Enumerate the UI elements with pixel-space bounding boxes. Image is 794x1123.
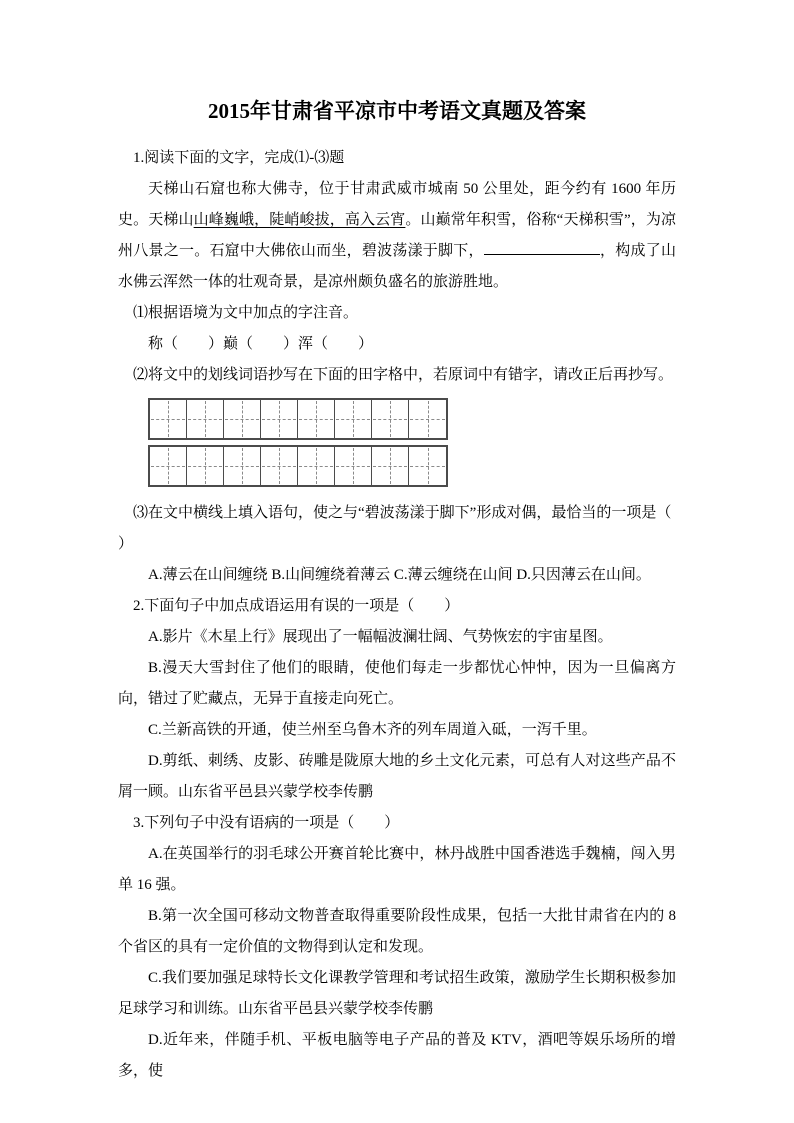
q3-option-a: A.在英国举行的羽毛球公开赛首轮比赛中，林丹战胜中国香港选手魏楠，闯入男单 16 强。 (118, 846, 676, 893)
fill-in-blank-line (484, 240, 600, 255)
q1-sub3-options: A.薄云在山间缠绕 B.山间缠绕着薄云 C.薄云缠绕在山间 D.只因薄云在山间。 (148, 567, 651, 583)
q3-option-d: D.近年来，伴随手机、平板电脑等电子产品的普及 KTV，酒吧等娱乐场所的增多，使 (118, 1032, 676, 1079)
tianzige-cell (187, 447, 224, 485)
tianzige-row-2 (148, 445, 448, 487)
page-title: 2015年甘肃省平凉市中考语文真题及答案 (208, 99, 586, 123)
tianzige-cell (372, 400, 409, 438)
passage-text-2: 。山巅常年积雪，俗称“天梯积雪”，为凉州八景之一。石窟中大佛依山而坐，碧波荡漾于脚下， (118, 212, 676, 259)
q1-sub3-stem: ⑶在文中横线上填入语句，使之与“碧波荡漾于脚下”形成对偶，最恰当的一项是（ (133, 505, 672, 521)
q2-option-b: B.漫天大雪封住了他们的眼睛，使他们每走一步都忧心忡忡，因为一旦偏离方向，错过了贮藏点，无异于直接走向死亡。 (118, 660, 676, 707)
tianzige-cell (298, 400, 335, 438)
passage-underlined-phrase: 山峰巍峨，陡峭峻拔，高入云宵 (193, 212, 406, 228)
tianzige-grid (148, 398, 676, 487)
q3-option-b: B.第一次全国可移动文物普查取得重要阶段性成果，包括一大批甘肃省在内的 8 个省区的具有一定价值的文物得到认定和发现。 (118, 908, 676, 955)
tianzige-cell (261, 400, 298, 438)
q1-passage (118, 174, 676, 298)
q1-intro: 1.阅读下面的文字，完成⑴-⑶题 (133, 150, 345, 166)
q1-sub2-label: ⑵将文中的划线词语抄写在下面的田字格中，若原词中有错字，请改正后再抄写。 (133, 367, 674, 383)
tianzige-cell (409, 400, 446, 438)
q2-stem: 2.下面句子中加点成语运用有误的一项是（ ） (133, 598, 460, 614)
tianzige-row-1 (148, 398, 448, 440)
q2-option-d: D.剪纸、刺绣、皮影、砖雕是陇原大地的乡土文化元素，可总有人对这些产品不屑一顾。山东省平邑县兴蒙学校李传鹏 (118, 753, 676, 800)
tianzige-cell (187, 400, 224, 438)
q1-sub3-stem-wrap: ） (118, 536, 134, 552)
tianzige-cell (261, 447, 298, 485)
tianzige-cell (372, 447, 409, 485)
tianzige-cell (224, 447, 261, 485)
tianzige-cell (335, 447, 372, 485)
q1-pinyin-answer-line: 称（ ）巅（ ）浑（ ） (148, 336, 374, 352)
q2-option-a: A.影片《木星上行》展现出了一幅幅波澜壮阔、气势恢宏的宇宙星图。 (148, 629, 613, 645)
q3-stem: 3.下列句子中没有语病的一项是（ ） (133, 815, 400, 831)
q1-sub1-label: ⑴根据语境为文中加点的字注音。 (133, 305, 359, 321)
q2-option-c: C.兰新高铁的开通，使兰州至乌鲁木齐的列车周道入砥，一泻千里。 (148, 722, 597, 738)
passage-text-3: ，构成了山水佛云浑然一体的壮观奇景，是凉州颇负盛名的旅游胜地。 (118, 243, 676, 290)
tianzige-cell (150, 400, 187, 438)
tianzige-cell (298, 447, 335, 485)
tianzige-cell (409, 447, 446, 485)
tianzige-cell (224, 400, 261, 438)
tianzige-cell (335, 400, 372, 438)
tianzige-cell (150, 447, 187, 485)
q3-option-c: C.我们要加强足球特长文化课教学管理和考试招生政策，激励学生长期积极参加足球学习和训练。山东省平邑县兴蒙学校李传鹏 (118, 970, 676, 1017)
passage-text-1: 天梯山石窟也称大佛寺，位于甘肃武威市城南 50 公里处，距今约有 1600 年历史。天梯山 (118, 181, 676, 228)
